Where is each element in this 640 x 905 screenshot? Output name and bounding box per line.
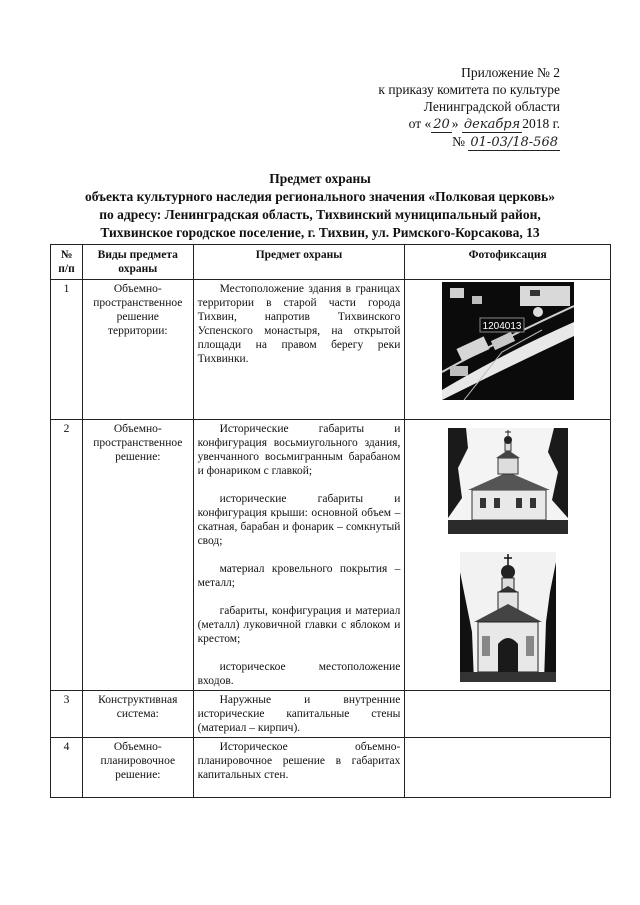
header-num: № п/п [51, 245, 83, 280]
row-paragraph: Исторические габариты и конфигурация восьмиугольного здания, увенчанного восьмигранным барабаном и фонариком с главкой; [197, 423, 401, 477]
row-num: 4 [51, 738, 83, 798]
row-kind: Объемно-пространственное решение: [83, 420, 194, 691]
church-entrance-photo [460, 552, 556, 682]
appendix-header [330, 64, 560, 151]
row-paragraph: материал кровельного покрытия – металл; [197, 563, 401, 589]
table-row [51, 420, 611, 691]
header-kind: Виды предмета охраны [83, 245, 194, 280]
title-line-3: по адресу: Ленинградская область, Тихвинский муниципальный район, [99, 207, 541, 222]
map-cadastral-label: 1204013 [482, 321, 522, 332]
row-paragraph: историческое местоположение входов. [197, 661, 401, 687]
row-photo [405, 420, 611, 691]
date-day-handwritten: 20 [433, 117, 450, 132]
row-photo [405, 280, 611, 420]
row-paragraph: Местоположение здания в границах территории в старой части города Тихвин, напротив Тихвинского Успенского монастыря, на открытой площади на правом берегу реки Тихвинки. [197, 283, 401, 365]
row-kind: Объемно-планировочное решение: [83, 738, 194, 798]
map-photo [442, 282, 574, 400]
row-paragraph: Наружные и внутренние исторические капитальные стены (материал – кирпич). [197, 694, 401, 734]
date-month-handwritten: декабря [463, 117, 521, 132]
table-row [51, 280, 611, 420]
appendix-title: Приложение № 2 [461, 65, 560, 80]
appendix-committee-line: Ленинградской области [423, 99, 560, 114]
row-num: 1 [51, 280, 83, 420]
appendix-order-line: к приказу комитета по культуре [378, 82, 560, 97]
church-exterior-photo [448, 428, 568, 534]
appendix-number: № 01-03/18-568 [452, 134, 558, 150]
title-line-1: Предмет охраны [269, 171, 371, 186]
document-title [50, 170, 590, 242]
header-photo: Фотофиксация [405, 245, 611, 280]
row-paragraph: габариты, конфигурация и материал (металл) луковичной главки с яблоком и крестом; [197, 605, 401, 645]
row-photo [405, 738, 611, 798]
row-num: 2 [51, 420, 83, 691]
protection-subject-table [50, 244, 611, 798]
row-num: 3 [51, 691, 83, 738]
table-row [51, 738, 611, 798]
order-number-handwritten: 01-03/18-568 [470, 135, 558, 150]
row-object [193, 691, 405, 738]
row-paragraph: исторические габариты и конфигурация крыши: основной объем – скатная, барабан и фонарик – сомкнутый свод; [197, 493, 401, 547]
row-object [193, 280, 405, 420]
row-object [193, 738, 405, 798]
table-header-row [51, 245, 611, 280]
row-paragraph: Историческое объемно-планировочное решение в габаритах капитальных стен. [197, 741, 401, 781]
row-kind: Объемно-пространственное решение территории: [83, 280, 194, 420]
appendix-date: от « 20 » декабря 2018 г. [408, 116, 560, 132]
title-line-2: объекта культурного наследия регионального значения «Полковая церковь» [84, 189, 556, 204]
table-row [51, 691, 611, 738]
row-kind: Конструктивная система: [83, 691, 194, 738]
header-object: Предмет охраны [193, 245, 405, 280]
row-object [193, 420, 405, 691]
row-photo [405, 691, 611, 738]
title-line-4: Тихвинское городское поселение, г. Тихвин, ул. Римского-Корсакова, 13 [100, 225, 540, 240]
